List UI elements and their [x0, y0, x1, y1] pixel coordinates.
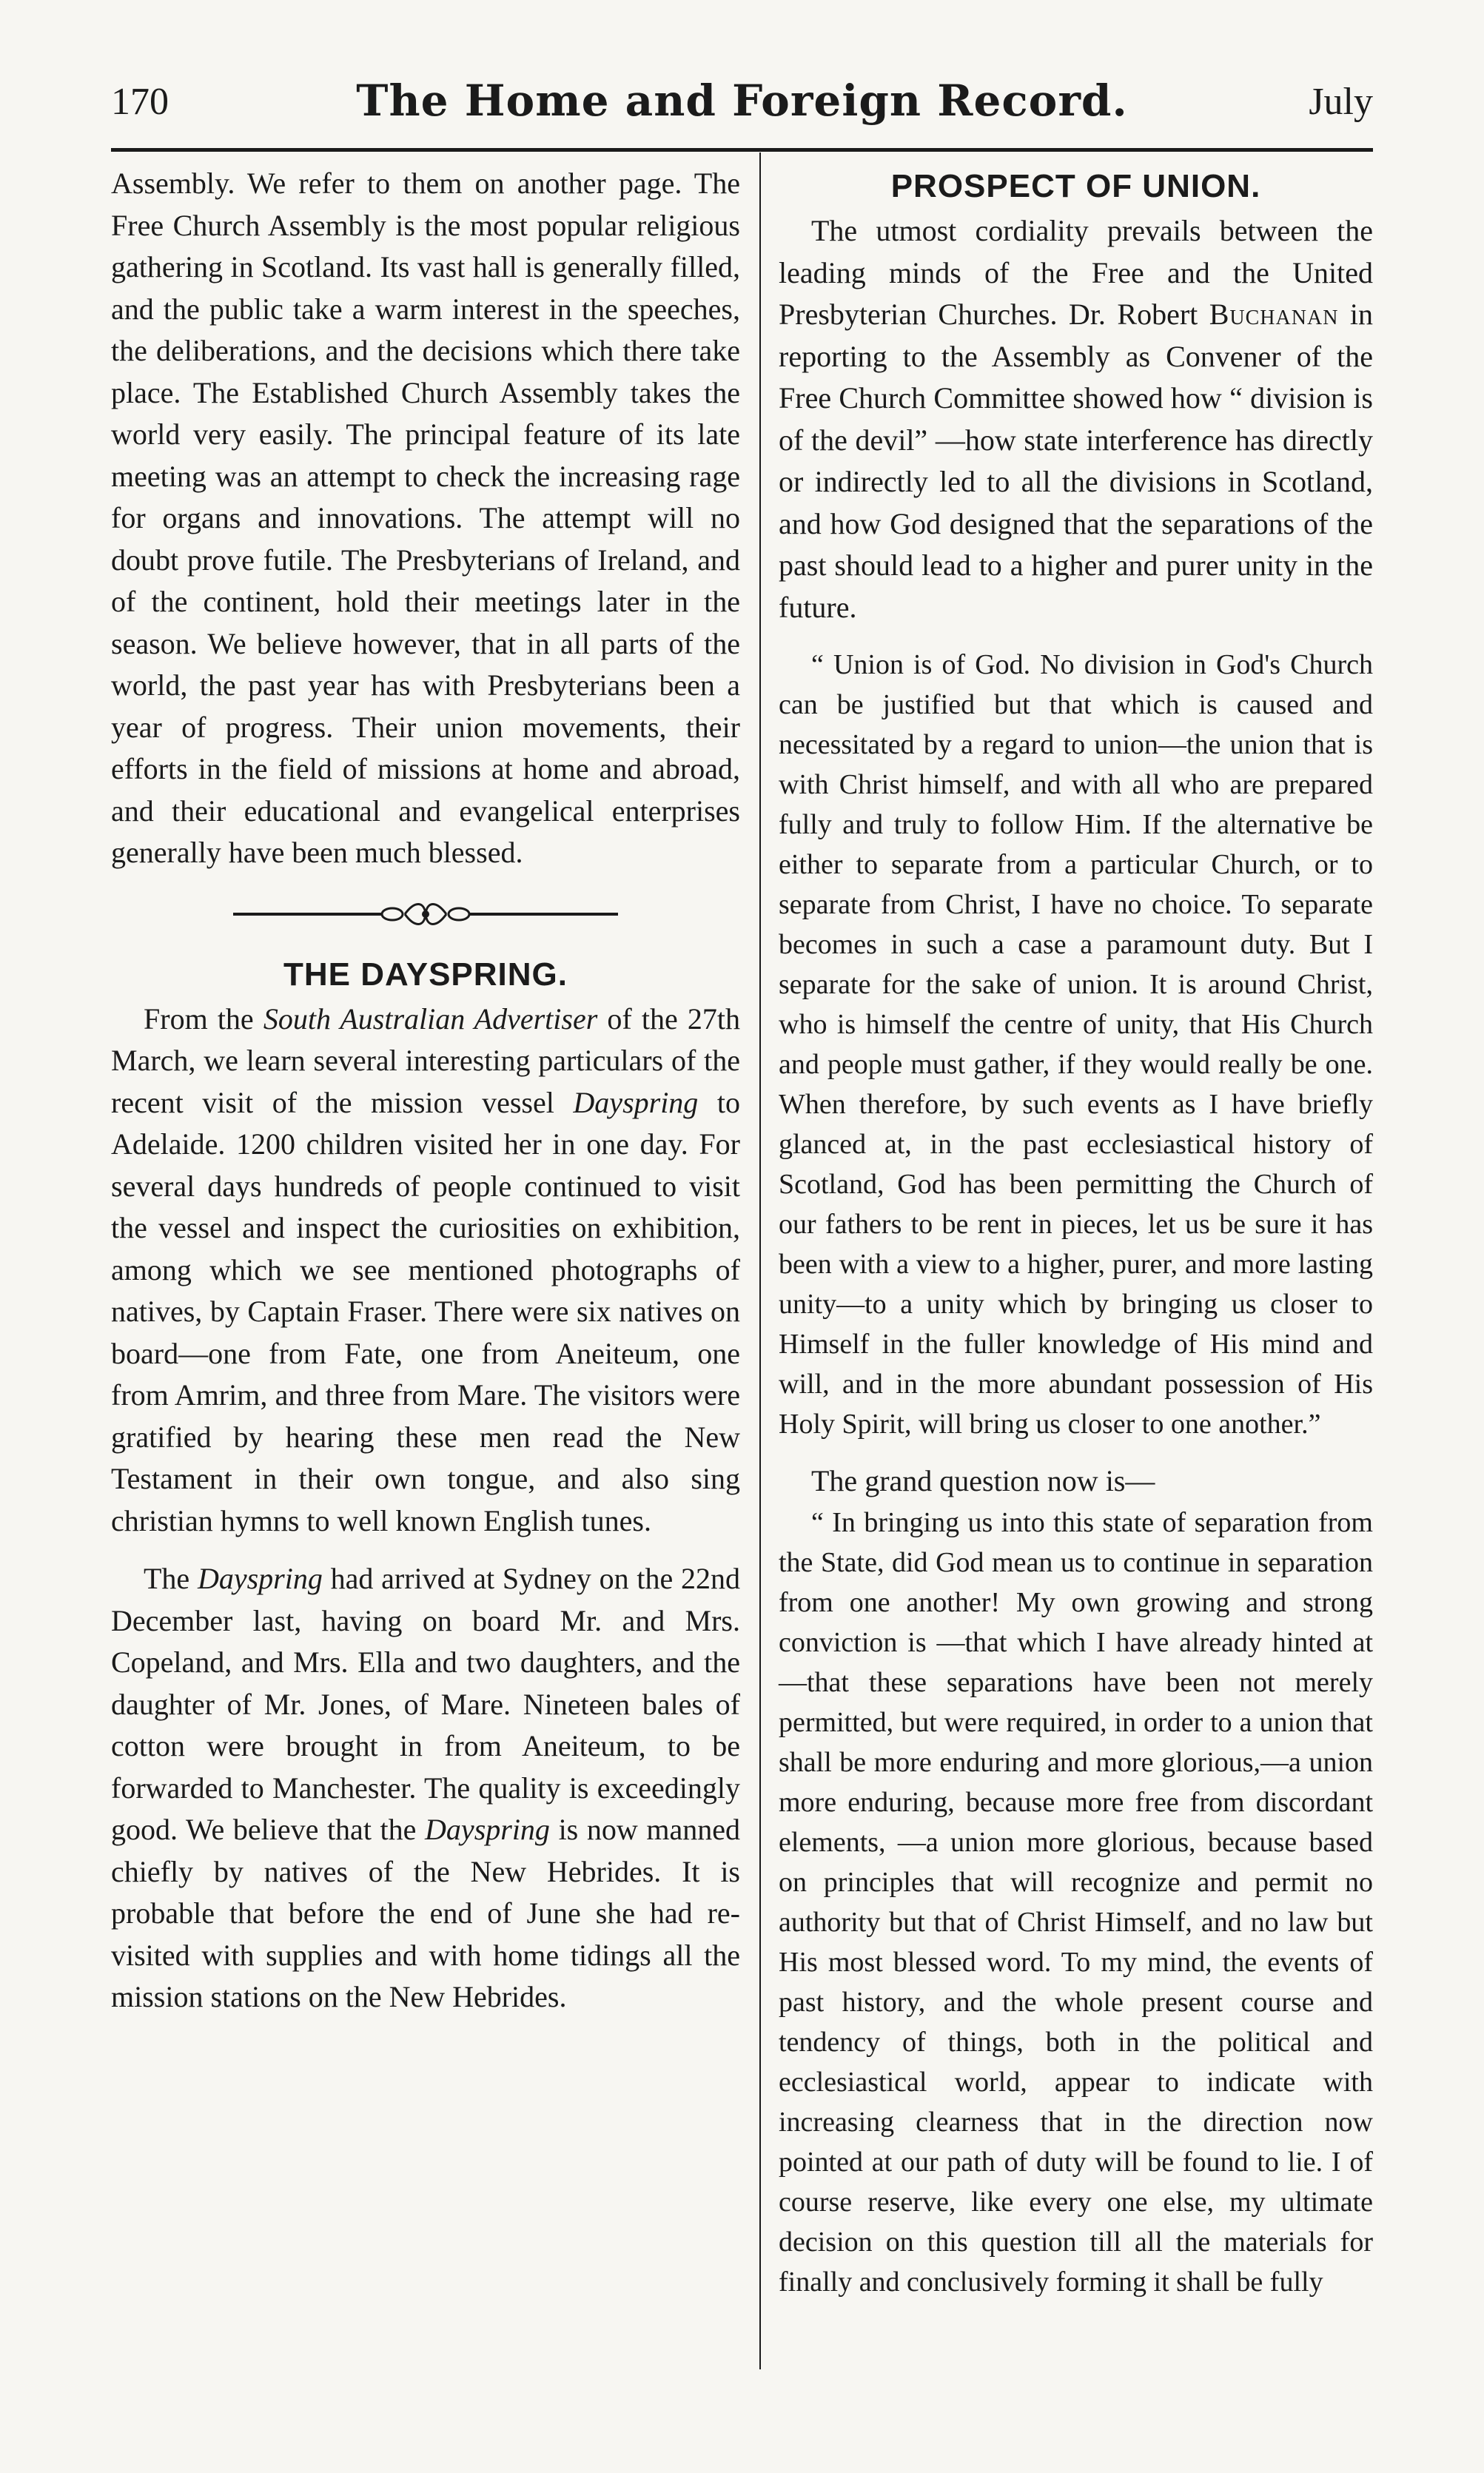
- issue-month: July: [1309, 81, 1373, 123]
- column-divider: [759, 152, 761, 2369]
- newspaper-title: South Australian Advertiser: [263, 1001, 598, 1036]
- ship-name: Dayspring: [197, 1562, 323, 1595]
- text-run: The: [144, 1562, 198, 1595]
- union-question: The grand question now is—: [811, 1464, 1155, 1497]
- text-run: had arrived at Sydney on the 22nd December last, having on board Mr. and Mrs. Copeland, and Mrs. Ella and two daughters, and the daughter of Mr. Jones, of Mare. Nineteen bales of cotton were brought in from Aneiteum, to be forwarded to Manchester. The quality is exceedingly good. We believe that the: [111, 1562, 741, 1846]
- assembly-paragraph: Assembly. We refer to them on another page. The Free Church Assembly is the most popular religious gathering in Scotland. Its vast hall is generally filled, and the public take a warm interest in the speeches, the deliberations, and the decisions which there take place. The Established Church Assembly takes the world very easily. The principal feature of its late meeting was an attempt to check the increasing rage for organs and innovations. The attempt will no doubt prove futile. The Presbyterians of Ireland, and of the continent, hold their meetings later in the season. We believe however, that in all parts of the world, the past year has with Presbyterians been a year of progress. Their union movements, their efforts in the field of missions at home and abroad, and their educational and evangelical enterprises generally have been much blessed.: [111, 167, 740, 869]
- page-header: [111, 76, 1373, 139]
- text-run: in reporting to the Assembly as Convener of the Free Church Committee showed how “ division is of the devil” —how state interference has directly or indirectly led to all the divisions in Scotland, and how God designed that the separations of the past should lead to a higher and purer unity in the future.: [779, 298, 1373, 624]
- paragraph-gap: [779, 1444, 1373, 1460]
- text-run: The utmost cordiality prevails between the leading minds of the Free and the United Presbyterian Churches. Dr. Robert: [779, 214, 1373, 331]
- ship-name: Dayspring: [573, 1085, 699, 1119]
- text-run: of the 27th March, we learn several interesting particulars of the recent visit of the mission vessel: [111, 1001, 740, 1119]
- union-quote-1: “ Union is of God. No division in God's Church can be justified but that which is caused and necessitated by a regard to union—the union that is with Christ himself, and with all who are prepared fully and truly to follow Him. If the alternative be either to separate from a particular Church, or to separate from Christ, I have no choice. To separate becomes in such a case a paramount duty. But I separate for the sake of union. It is around Christ, who is himself the centre of unity, that His Church and people must gather, if they would really be one. When therefore, by such events as I have briefly glanced at, in the past ecclesiastical history of Scotland, God has been permitting the Church of our fathers to be rent in pieces, let us be sure it has been with a view to a higher, purer, and more lasting unity—to a unity which by bringing us closer to Himself in the fuller knowledge of His mind and will, and in the more abundant possession of His Holy Spirit, will bring us closer to one another.”: [779, 649, 1373, 1440]
- text-run: to Adelaide. 1200 children visited her in one day. For several days hundreds of people continued to visit the vessel and inspect the curiosities on exhibition, among which we see mentioned photographs of natives, by Captain Fraser. There were six natives on board—one from Fate, one from Aneiteum, one from Amrim, and three from Mare. The visitors were gratified by hearing these men read the New Testament in their own tongue, and also sing christian hymns to well known English tunes.: [111, 1085, 740, 1537]
- paragraph-gap: [779, 628, 1373, 645]
- journal-title: The Home and Foreign Record.: [356, 76, 1128, 126]
- left-column: [111, 163, 740, 2019]
- union-heading: PROSPECT OF UNION.: [890, 168, 1261, 204]
- union-paragraph-1: [779, 210, 1373, 628]
- person-name: Buchanan: [1209, 298, 1339, 331]
- text-run: From the: [144, 1001, 263, 1036]
- paragraph-gap: [111, 1542, 740, 1558]
- right-column: [779, 163, 1373, 2302]
- text-run: is now manned chiefly by natives of the New Hebrides. It is probable that before the end of June she had re-visited with supplies and with home tidings all the mission stations on the New Hebrides.: [111, 1813, 740, 2013]
- union-quote-2: “ In bringing us into this state of separation from the State, did God mean us to continue in separation from one another! My own growing and strong conviction is —that which I have already hinted at—that these separations have been not merely permitted, but were required, in order to a union that shall be more enduring and more glorious,—a union more enduring, because more free from discordant elements, —a union more glorious, because based on principles that will recognize and permit no authority but that of Christ Himself, and no law but His most blessed word. To my mind, the events of past history, and the whole present course and tendency of things, both in the political and ecclesiastical world, appear to indicate with increasing clearness that in the direction now pointed at our path of duty will be found to lie. I of course reserve, like every one else, my ultimate decision on this question till all the materials for finally and conclusively forming it shall be fully: [779, 1506, 1373, 2298]
- page-number: 170: [111, 81, 169, 123]
- dayspring-paragraph-2: [111, 1558, 740, 2019]
- ornament-divider-icon: [233, 899, 618, 929]
- dayspring-paragraph-1: [111, 999, 740, 1543]
- ship-name: Dayspring: [425, 1813, 550, 1846]
- header-rule: [111, 148, 1373, 152]
- dayspring-heading: THE DAYSPRING.: [283, 956, 568, 993]
